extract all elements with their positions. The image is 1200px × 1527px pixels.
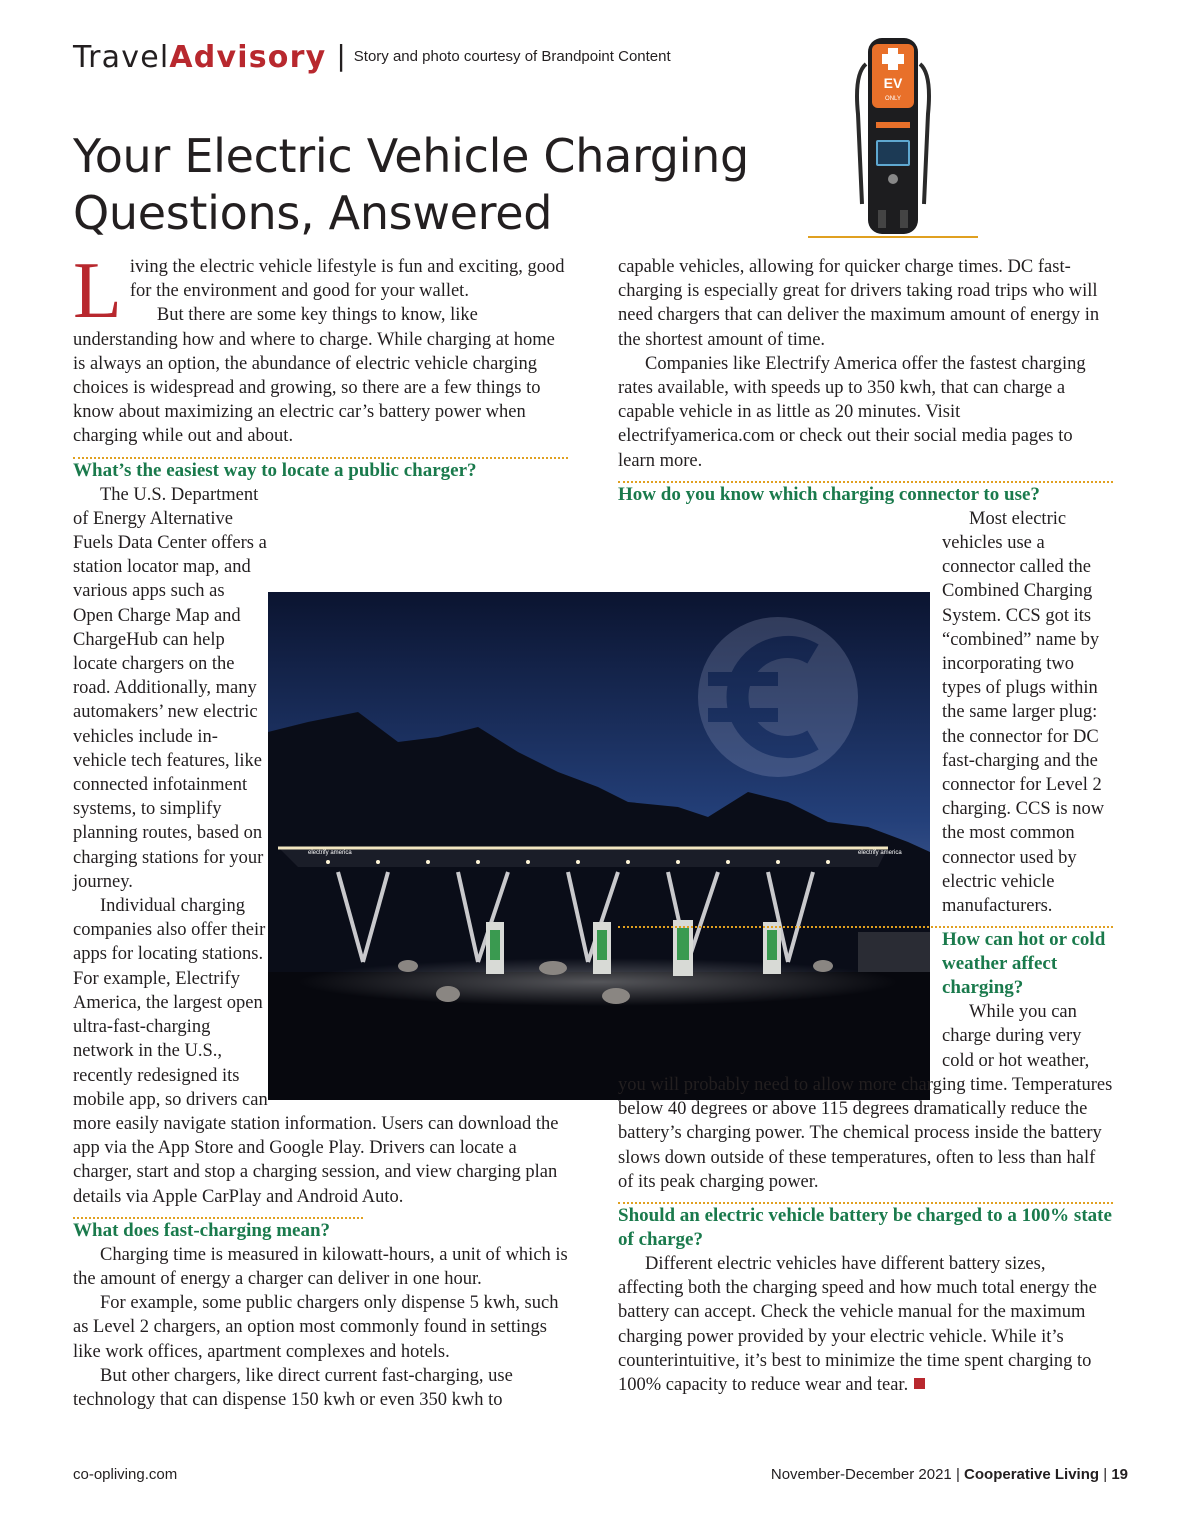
- ev-sign-subtext: ONLY: [885, 96, 901, 102]
- photo-credit: Story and photo courtesy of Brandpoint Content: [353, 48, 671, 65]
- answer-paragraph-cont: capable vehicles, allowing for quicker charge times. DC fast-charging is especially great for drivers taking road trips who will need chargers that can deliver the maximum amount of energy in the shortest amount of time.: [618, 257, 1100, 350]
- canopy-brand-right: electrify america: [858, 850, 902, 856]
- answer-paragraph: Charging time is measured in kilowatt-hours, a unit of which is the amount of energy a charger can deliver in one hour.: [73, 1244, 568, 1289]
- footer-folio: [771, 1466, 1128, 1483]
- answer-paragraph: While you can charge during very cold or hot weather, you will probably need to allow more charging time. Temperatures below 40 degrees or above 115 degrees dramatically reduce the battery’s charging power. The chemical process inside the battery slows down outside of these temperatures, often to less than half of its peak charging power.: [618, 1002, 1113, 1192]
- answer-paragraph: Most electric vehicles use a connector called the Combined Charging System. CCS got its “combined” name by incorporating two types of plugs within the same larger plug: the connector for DC fast-charging and the connector for Level 2 charging. CCS is now the most common connector used by electric vehicle manufacturers.: [942, 508, 1105, 917]
- photo-wrap-spacer: [618, 556, 942, 1064]
- intro-paragraph-2: But there are some key things to know, like understanding how and where to charge. While charging at home is always an option, the abundance of electric vehicle charging choices is widespread and growing, so there are a few things to know about maximizing an electric car’s battery power when charging while out and about.: [73, 305, 555, 447]
- section-header: [73, 40, 671, 75]
- intro-paragraph: Living the electric vehicle lifestyle is fun and exciting, good for the environment and good for your wallet.: [73, 247, 565, 335]
- header-separator: |: [336, 39, 346, 72]
- section-label-travel: Travel: [73, 40, 170, 75]
- article-column-left: [73, 247, 568, 1412]
- question-heading-weather: How can hot or cold weather affect charging?: [942, 929, 1106, 999]
- question-heading-connector: How do you know which charging connector to use?: [618, 483, 1040, 505]
- dropcap: L: [73, 247, 122, 335]
- footer-magazine: Cooperative Living: [964, 1466, 1100, 1483]
- answer-paragraph: Individual charging companies also offer their apps for locating stations. For example, Electrify America, the largest open ultra-fast-charging network in the U.S., recently redesigned its mobile app, so drivers can more easily navigate station information. Users can download the app via the App Store and Google Play. Drivers can locate a charger, start and stop a charging session, and view charging plan details via Apple CarPlay and Android Auto.: [73, 896, 559, 1207]
- section-label-advisory: Advisory: [169, 40, 327, 75]
- article-title: Your Electric Vehicle Charging Questions, Answered: [73, 129, 749, 240]
- answer-paragraph: Different electric vehicles have different battery sizes, affecting both the charging speed and how much total energy the battery can accept. Check the vehicle manual for the maximum charging power provided by your electric vehicle. While it’s counterintuitive, it’s best to minimize the time spent charging to 100% capacity to reduce wear and tear.: [618, 1253, 1097, 1395]
- footer-issue: November-December 2021: [770, 1466, 952, 1483]
- canopy-brand-left: electrify america: [308, 850, 352, 856]
- answer-paragraph: But other chargers, like direct current fast-charging, use technology that can dispense 150 kwh or even 350 kwh to: [73, 1365, 513, 1410]
- answer-paragraph: For example, some public chargers only dispense 5 kwh, such as Level 2 chargers, an option most commonly found in settings like work offices, apartment complexes and hotels.: [73, 1293, 559, 1362]
- answer-paragraph: Companies like Electrify America offer the fastest charging rates available, with speeds up to 350 kwh, that can charge a capable vehicle in as little as 20 minutes. Visit electrifyamerica.com or check out their social media pages to learn more.: [618, 353, 1086, 471]
- footer-separator: |: [1103, 1466, 1108, 1483]
- end-mark-icon: [914, 1378, 925, 1389]
- footer-page-number: 19: [1111, 1466, 1128, 1483]
- footer-website: co-opliving.com: [73, 1466, 178, 1483]
- footer-separator: |: [955, 1466, 960, 1483]
- question-heading-locate: What’s the easiest way to locate a public charger?: [73, 459, 477, 481]
- answer-paragraph: The U.S. Department of Energy Alternative Fuels Data Center offers a station locator map, and various apps such as Open Charge Map and ChargeHub can help locate chargers on the road. Additionally, many automakers’ new electric vehicles include in-vehicle tech features, like connected infotainment systems, to simplify planning routes, based on charging stations for your journey.: [73, 484, 267, 892]
- article-column-right: [618, 255, 1113, 1397]
- question-heading-full-charge: Should an electric vehicle battery be charged to a 100% state of charge?: [618, 1204, 1112, 1250]
- question-heading-fast-charging: What does fast-charging mean?: [73, 1219, 331, 1241]
- photo-wrap-spacer: [268, 581, 568, 1089]
- ev-sign-text: EV: [883, 75, 903, 91]
- ev-charger-image: [808, 34, 978, 240]
